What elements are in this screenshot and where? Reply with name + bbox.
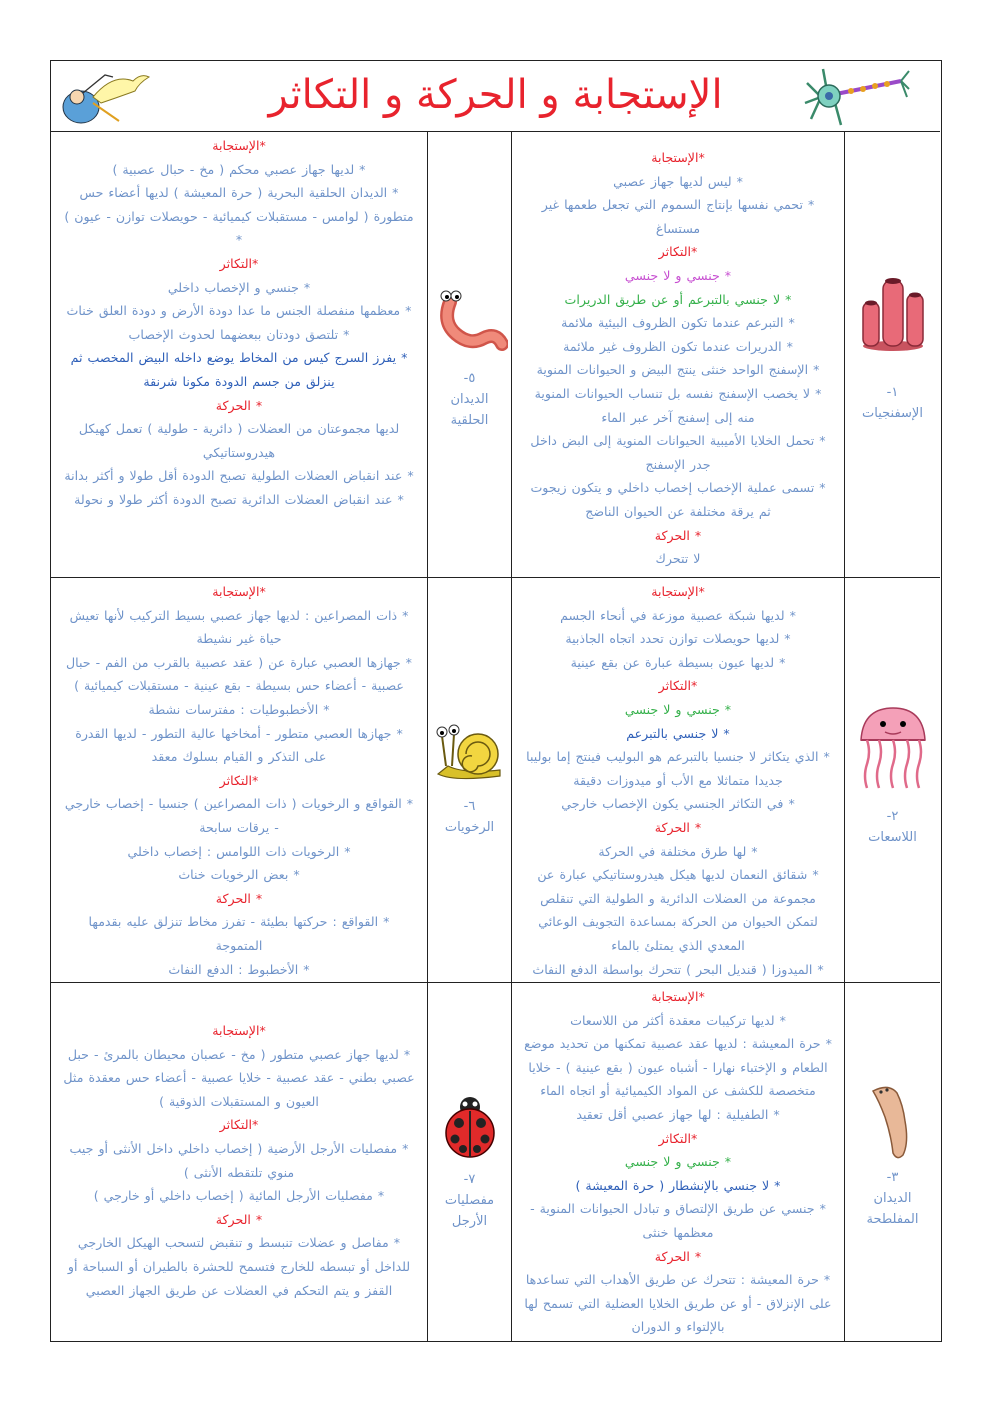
stork-icon (53, 63, 153, 133)
mollusc-line: * الرخويات ذات اللوامس : إخصاب داخلي (127, 843, 351, 859)
annelid-label-cell (427, 132, 511, 577)
annelid-name: الديدان (450, 392, 489, 407)
flatworm-line: * جنسي و لا جنسي (624, 1154, 732, 1170)
mollusc-line: * جهازها العصبي عبارة عن ( عقد عصبية بالقرب من الفم - حبال عصبية - أعضاء حس بسيطة - بقع عينية - مستقبلات كيميائية ) (66, 654, 412, 694)
jellyfish-line: * جنسي و لا جنسي (624, 701, 732, 717)
arthropod-label-cell (427, 983, 511, 1341)
mollusc-name: الرخويات (444, 820, 495, 835)
mollusc-line: * القواقع و الرخويات ( ذات المصراعين ) جنسيا - إخصاب خارجي - يرقات سابحة (64, 796, 414, 835)
flatworm-name: المفلطحة (866, 1212, 919, 1227)
table-row (51, 983, 940, 1341)
worm-icon (432, 282, 508, 358)
annelid-line: *الإستجابة (212, 138, 266, 153)
flatworm-line: * لا جنسي بالإنشطار ( حرة المعيشة ) (575, 1177, 781, 1193)
mollusc-line: * القواقع : حركتها بطيئة - تفرز مخاط تنزلق عليه بقدمها المتموجة (88, 914, 390, 953)
annelid-line: * جنسي و الإخصاب داخلي (167, 279, 311, 295)
sponge-line: * التبرعم عندما تكون الظروف البيئية ملائمة (561, 315, 795, 331)
ladybug-icon (437, 1093, 503, 1161)
flatworm-line: * لديها تركيبات معقدة أكثر من اللاسعات (570, 1012, 786, 1028)
mollusc-cell (51, 578, 427, 982)
flatworm-label-cell (844, 983, 940, 1341)
sponge-line: * تحمي نفسها بإنتاج السموم التي تجعل طعمها غير مستساغ (541, 197, 815, 236)
jellyfish-line: * لديها عيون بسيطة عبارة عن بقع عينية (570, 654, 786, 670)
mollusc-line: * الأخطبوط : الدفع النفاث (168, 961, 310, 977)
mollusc-label-cell (427, 578, 511, 982)
sponge-line: * لا يخصب الإسفنج نفسه بل تنساب الحيوانات المنوية منه إلى إسفنج آخر عبر الماء (534, 385, 822, 425)
jellyfish-label-cell (844, 578, 940, 982)
jellyfish-line: * لا جنسي بالتبرعم (626, 725, 730, 741)
sponge-line: * تسمى عملية الإخصاب إخصاب داخلي و يتكون زيجوت ثم يرقة مختلفة عن الحيوان الناضج (530, 480, 826, 519)
flatworm-number: ٣- (886, 1170, 899, 1185)
sponge-line: * الدريرات عندما تكون الظروف غير ملائمة (563, 338, 793, 354)
annelid-line: * عند انقباض العضلات الطولية تصبح الدودة أقل طولا و أكثر بدانة (64, 468, 414, 484)
flatworm-line: * حرة المعيشة : لديها عقد عصبية تمكنها من تحديد موضع الطعام و الإختباء نهارا - أشباه عيون ( بقع عينية ) - خلايا متخصصة للكشف عن المواد الكيميائية أو اتجاه الماء (524, 1036, 832, 1099)
mollusc-line: * بعض الرخويات خناث (178, 867, 300, 883)
arthropod-line: * مفصليات الأرجل الأرضية ( إخصاب داخلي داخل الأنثى أو جيب منوي تلتقطه الأنثى ) (69, 1140, 409, 1180)
sponge-cell (511, 132, 844, 577)
annelid-line: *التكاثر (219, 255, 259, 271)
sponge-line: * الإسفنج الواحد خنثى ينتج البيض و الحيوانات المنوية (536, 362, 820, 378)
annelid-line: * الديدان الحلقية البحرية ( حرة المعيشة ) لديها أعضاء حس متطورة ( لوامس - مستقبلات كيميائية - حويصلات توازن - عيون ) (64, 185, 414, 224)
flatworm-line: * حرة المعيشة : تتحرك عن طريق الأهداب التي تساعدها على الإنزلاق - أو عن طريق الخلايا العضلية التي تسمح لها بالإلتواء و الدوران (524, 1272, 832, 1335)
sponge-line: لا تتحرك (655, 551, 701, 567)
jellyfish-icon (855, 704, 931, 794)
annelid-line: * (235, 232, 243, 248)
jellyfish-number: ٢- (886, 809, 899, 824)
flatworm-line: * الطفيلية : لها جهاز عصبي أقل تعقيد (576, 1106, 780, 1122)
mollusc-line: * جهازها العصبي متطور - أمخاخها عالية التطور - لديها القدرة على التذكر و القيام بسلوك معقد (75, 725, 403, 765)
sponge-line: * جنسي و لا جنسي (624, 267, 732, 283)
mollusc-line: * الأخطبوطيات : مفترسات نشطة (148, 701, 330, 717)
sponge-line: * لا جنسي بالتبرعم أو عن طريق الدريرات (564, 291, 792, 307)
table-header (51, 61, 940, 132)
flatworm-line: *الإستجابة (651, 989, 705, 1004)
sponge-icon (855, 272, 931, 352)
arthropod-line: * لديها جهاز عصبي متطور ( مخ - عصبان محيطان بالمرئ - حبل عصبي بطني - عقد عصبية - خلايا عصبية - أعضاء حس معقدة مثل العيون و المستقبلات الذوقية ) (63, 1046, 415, 1109)
annelid-line: * لديها جهاز عصبي محكم ( مخ - حبال عصبية ) (112, 161, 366, 177)
arthropod-line: * مفصليات الأرجل المائية ( إخصاب داخلي أو خارجي ) (93, 1188, 385, 1204)
annelid-name: الحلقية (450, 413, 489, 428)
jellyfish-line: * لديها حويصلات توازن تحدد اتجاه الجاذبية (565, 631, 791, 647)
annelid-line: لديها مجموعتان من العضلات ( دائرية - طولية ) تعمل كهيكل هيدروستاتيكي (78, 421, 400, 460)
table-row (51, 132, 940, 578)
neuron-icon (801, 63, 911, 129)
arthropod-name: مفصليات (444, 1193, 495, 1208)
flatworm-line: * جنسي عن طريق الإلتصاق و تبادل الحيوانات المنوية - معظمها خنثى (530, 1201, 826, 1240)
jellyfish-line: * الحركة (654, 819, 702, 835)
arthropod-line: *الإستجابة (212, 1023, 266, 1038)
mollusc-line: * ذات المصراعين : لديها جهاز عصبي بسيط التركيب لأنها تعيش حياة غير نشيطة (69, 607, 409, 647)
sponge-line: * تحمل الخلايا الأميبية الحيوانات المنوية إلى البض داخل جدر الإسفنج (530, 433, 826, 472)
sponge-line: *الإستجابة (651, 150, 705, 165)
sponge-line: * ليس لديها جهاز عصبي (613, 173, 743, 189)
jellyfish-line: * لها طرق مختلفة في الحركة (598, 843, 758, 859)
sponge-line: *التكاثر (658, 244, 698, 260)
sponge-number: ١- (886, 385, 899, 400)
arthropod-line: * الحركة (215, 1211, 263, 1227)
sponge-label-cell (844, 132, 940, 577)
arthropod-cell (51, 983, 427, 1341)
jellyfish-line: *التكاثر (658, 678, 698, 694)
annelid-line: * يفرز السرج كيس من المخاط يوضع داخله البيض المخصب ثم ينزلق من جسم الدودة مكونا شرنقة (70, 350, 408, 389)
snail-icon (434, 716, 506, 786)
jellyfish-line: * في التكاثر الجنسي يكون الإخصاب خارجي (561, 796, 795, 812)
annelid-line: * تلتصق دودتان ببعضهما لحدوث الإخصاب (128, 326, 350, 342)
flatworm-line: * الحركة (654, 1248, 702, 1264)
flatworm-icon (863, 1081, 923, 1161)
jellyfish-cell (511, 578, 844, 982)
jellyfish-line: * لديها شبكة عصبية موزعة في أنحاء الجسم (560, 607, 796, 623)
arthropod-number: ٧- (463, 1172, 476, 1187)
jellyfish-line: * الميدوزا ( قنديل البحر ) تتحرك بواسطة الدفع النفاث (532, 961, 824, 977)
mollusc-line: *التكاثر (219, 772, 259, 788)
flatworm-cell (511, 983, 844, 1341)
flatworm-name: الديدان (873, 1191, 912, 1206)
annelid-line: * عند انقباض العضلات الدائرية تصبح الدودة أكثر طولا و نحولة (74, 491, 404, 507)
annelid-line: * الحركة (215, 397, 263, 413)
mollusc-number: ٦- (463, 799, 476, 814)
sponge-line: * الحركة (654, 527, 702, 543)
jellyfish-line: *الإستجابة (651, 584, 705, 599)
sponge-name: الإسفنجيات (862, 406, 923, 421)
summary-table (50, 60, 942, 1342)
jellyfish-name: اللاسعات (868, 830, 917, 845)
mollusc-line: *الإستجابة (212, 584, 266, 599)
arthropod-line: * مفاصل و عضلات تنبسط و تنقبض لتسحب الهيكل الخارجي للداخل أو تبسطه للخارج فتسمح للحشرة بالطيران أو السباحة أو القفز و يتم التحكم في العضلات عن طريق الجهاز العصبي (67, 1235, 411, 1298)
arthropod-name: الأرجل (451, 1214, 488, 1229)
page-title: الإستجابة و الحركة و التكاثر (268, 72, 723, 118)
jellyfish-line: * الذي يتكاثر لا جنسيا بالتبرعم هو البوليب فينتج إما بوليبا جديدا متماثلا مع الأب أو ميدوزات دقيقة (526, 749, 830, 788)
jellyfish-line: * شقائق النعمان لديها هيكل هيدروستاتيكي عبارة عن مجموعة من العضلات الدائرية و الطولية التي تنقلص لتمكن الحيوان من الحركة بمساعدة التجويف الوعائي المعدي الذي يمتلئ بالماء (537, 867, 819, 953)
arthropod-line: *التكاثر (219, 1117, 259, 1133)
annelid-number: ٥- (463, 371, 476, 386)
annelid-line: * معظمها منفصلة الجنس ما عدا دودة الأرض و دودة العلق خناث (66, 303, 412, 319)
mollusc-line: * الحركة (215, 890, 263, 906)
annelid-cell (51, 132, 427, 577)
flatworm-line: *التكاثر (658, 1130, 698, 1146)
table-row (51, 578, 940, 983)
